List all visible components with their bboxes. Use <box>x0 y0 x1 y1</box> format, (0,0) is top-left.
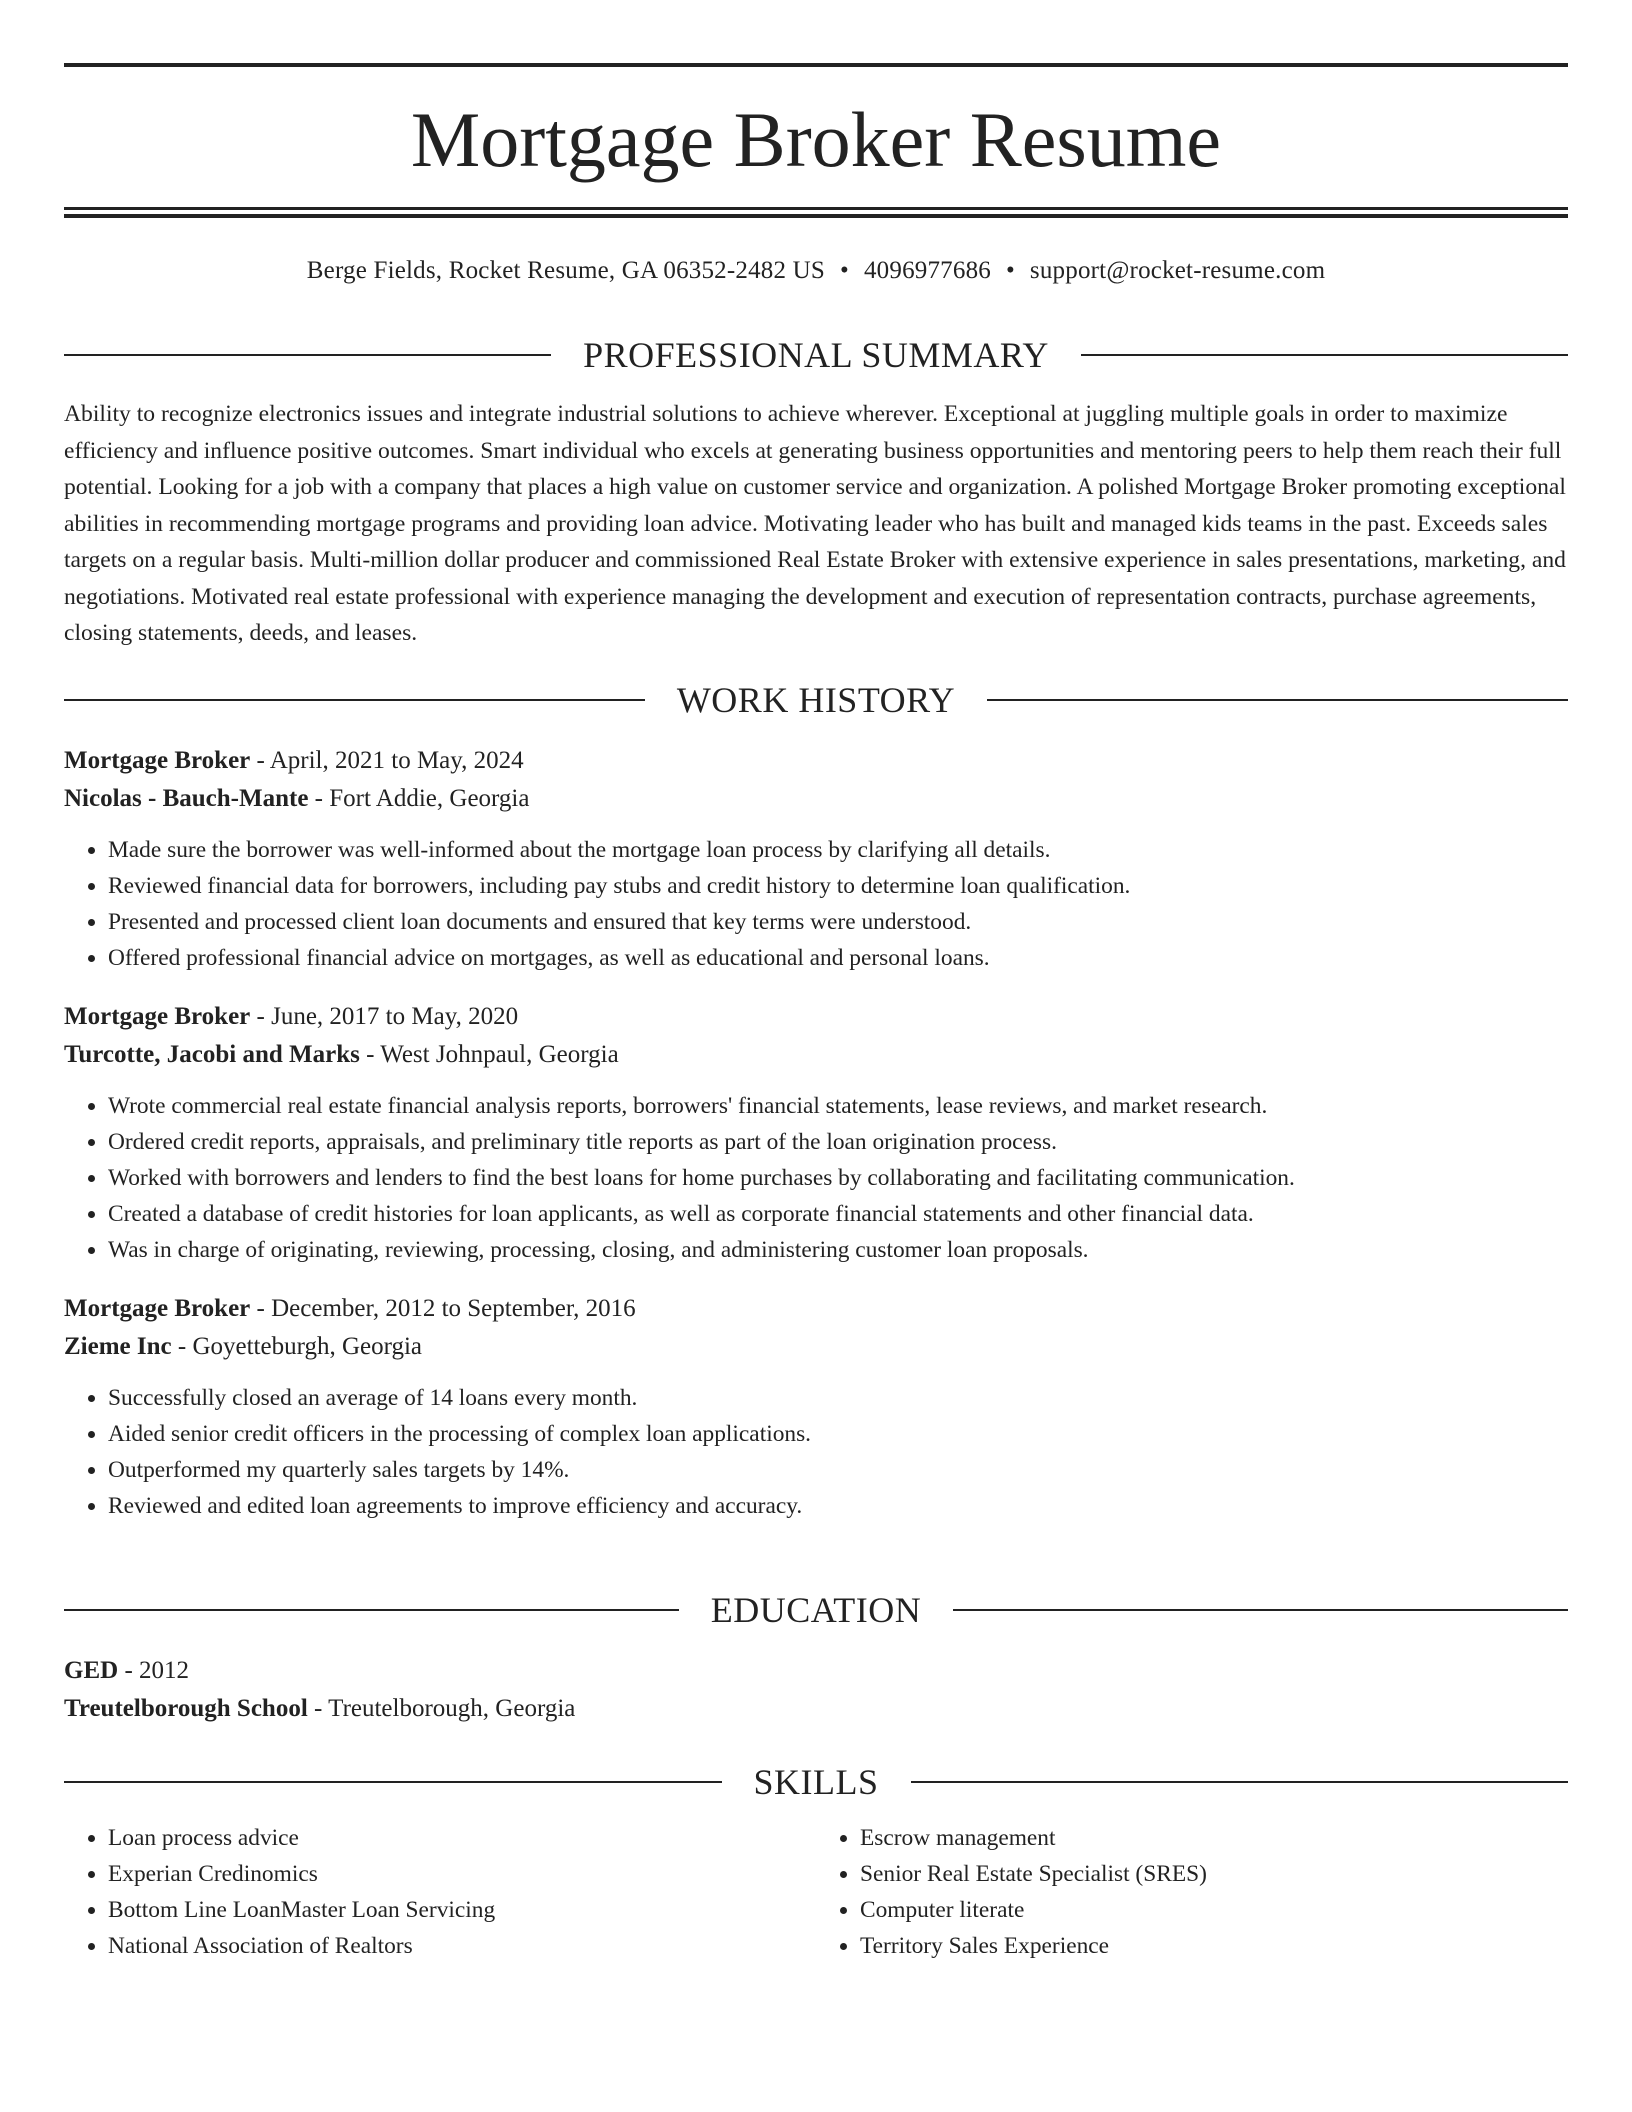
job-title: Mortgage Broker <box>64 747 251 774</box>
section-heading <box>64 1590 1568 1630</box>
section-heading <box>64 1762 1568 1802</box>
job-bullets <box>64 832 1568 976</box>
list-item: • Reviewed and edited loan agreements to improve efficiency and accuracy. <box>108 1488 1568 1524</box>
job-entry <box>64 998 1568 1268</box>
skill-item: • Escrow management <box>860 1820 1568 1856</box>
heading-rule <box>64 699 645 701</box>
work-heading: WORK HISTORY <box>676 680 956 720</box>
education-section <box>64 1590 1568 1728</box>
skill-item: • Computer literate <box>860 1892 1568 1928</box>
job-title: Mortgage Broker <box>64 1295 251 1322</box>
skill-item: • Bottom Line LoanMaster Loan Servicing <box>108 1892 816 1928</box>
skills-section <box>64 1762 1568 1964</box>
heading-rule <box>64 1781 722 1783</box>
contact-phone: 4096977686 <box>863 257 991 284</box>
skill-item: • Senior Real Estate Specialist (SRES) <box>860 1856 1568 1892</box>
job-entry <box>64 1290 1568 1524</box>
job-location: - West Johnpaul, Georgia <box>366 1041 619 1068</box>
job-title: Mortgage Broker <box>64 1003 251 1030</box>
list-item: • Created a database of credit histories for loan applicants, as well as corporate financial statements and other financial data. <box>108 1196 1568 1232</box>
list-item: • Aided senior credit officers in the processing of complex loan applications. <box>108 1416 1568 1452</box>
job-bullets <box>64 1380 1568 1524</box>
job-company-line <box>64 1328 1568 1366</box>
double-rule <box>64 207 1568 218</box>
list-item: • Outperformed my quarterly sales targets by 14%. <box>108 1452 1568 1488</box>
contact-separator: • <box>1005 257 1015 284</box>
heading-rule <box>64 1609 679 1611</box>
list-item: • Ordered credit reports, appraisals, and preliminary title reports as part of the loan origination process. <box>108 1124 1568 1160</box>
skills-heading: SKILLS <box>753 1762 879 1802</box>
job-entry <box>64 742 1568 976</box>
job-dates: - June, 2017 to May, 2020 <box>256 1003 519 1030</box>
list-item: • Was in charge of originating, reviewing, processing, closing, and administering customer loan proposals. <box>108 1232 1568 1268</box>
section-heading <box>64 680 1568 720</box>
school: Treutelborough School <box>64 1695 308 1722</box>
job-location: - Goyetteburgh, Georgia <box>177 1333 423 1360</box>
job-title-line <box>64 1290 1568 1328</box>
list-item: • Wrote commercial real estate financial analysis reports, borrowers' financial statements, lease reviews, and market research. <box>108 1088 1568 1124</box>
skill-item: • National Association of Realtors <box>108 1928 816 1964</box>
job-company: Zieme Inc <box>64 1333 172 1360</box>
degree-line <box>64 1652 1568 1690</box>
job-dates: - December, 2012 to September, 2016 <box>256 1295 636 1322</box>
heading-rule <box>953 1609 1568 1611</box>
degree: GED <box>64 1657 119 1684</box>
job-title-line <box>64 998 1568 1036</box>
job-company: Nicolas - Bauch-Mante <box>64 785 309 812</box>
list-item: • Successfully closed an average of 14 loans every month. <box>108 1380 1568 1416</box>
work-history-section <box>64 680 1568 1524</box>
skills-columns <box>64 1820 1568 1964</box>
summary-section <box>64 335 1568 652</box>
skill-item: • Experian Credinomics <box>108 1856 816 1892</box>
section-heading <box>64 335 1568 375</box>
heading-rule <box>64 354 551 356</box>
summary-text: Ability to recognize electronics issues and integrate industrial solutions to achieve wherever. Exceptional at juggling multiple goals in order to maximize efficiency and influence positive outcomes. Smart individual who excels at generating business opportunities and mentoring peers to help them reach their full potential. Looking for a job with a company that places a high value on customer service and organization. A polished Mortgage Broker promoting exceptional abilities in recommending mortgage programs and providing loan advice. Motivating leader who has built and managed kids teams in the past. Exceeds sales targets on a regular basis. Multi-million dollar producer and commissioned Real Estate Broker with extensive experience in sales presentations, marketing, and negotiations. Motivated real estate professional with experience managing the development and execution of representation contracts, purchase agreements, closing statements, deeds, and leases. <box>64 401 1566 646</box>
top-rule <box>64 63 1568 67</box>
heading-rule <box>1081 354 1568 356</box>
skills-list-right <box>816 1820 1568 1964</box>
job-bullets <box>64 1088 1568 1268</box>
contact-address: Berge Fields, Rocket Resume, GA 06352-2482 US <box>306 257 826 284</box>
heading-rule <box>987 699 1568 701</box>
school-line <box>64 1690 1568 1728</box>
education-entry <box>64 1652 1568 1728</box>
list-item: • Reviewed financial data for borrowers, including pay stubs and credit history to determine loan qualification. <box>108 868 1568 904</box>
school-location: - Treutelborough, Georgia <box>314 1695 576 1722</box>
job-title-line <box>64 742 1568 780</box>
degree-year: - 2012 <box>124 1657 190 1684</box>
summary-heading: PROFESSIONAL SUMMARY <box>583 335 1049 375</box>
job-location: - Fort Addie, Georgia <box>314 785 530 812</box>
job-company: Turcotte, Jacobi and Marks <box>64 1041 360 1068</box>
job-dates: - April, 2021 to May, 2024 <box>256 747 524 774</box>
education-heading: EDUCATION <box>710 1590 922 1630</box>
skill-item: • Territory Sales Experience <box>860 1928 1568 1964</box>
skills-list-left <box>64 1820 816 1964</box>
contact-separator: • <box>840 257 849 284</box>
list-item: • Offered professional financial advice on mortgages, as well as educational and personal loans. <box>108 940 1568 976</box>
skill-item: • Loan process advice <box>108 1820 816 1856</box>
contact-line <box>64 254 1568 288</box>
list-item: • Presented and processed client loan documents and ensured that key terms were understood. <box>108 904 1568 940</box>
list-item: • Made sure the borrower was well-informed about the mortgage loan process by clarifying all details. <box>108 832 1568 868</box>
heading-rule <box>911 1781 1569 1783</box>
job-company-line <box>64 1036 1568 1074</box>
list-item: • Worked with borrowers and lenders to find the best loans for home purchases by collaborating and facilitating communication. <box>108 1160 1568 1196</box>
contact-email: support@rocket-resume.com <box>1029 257 1326 284</box>
resume-title: Mortgage Broker Resume <box>410 96 1222 183</box>
job-company-line <box>64 780 1568 818</box>
